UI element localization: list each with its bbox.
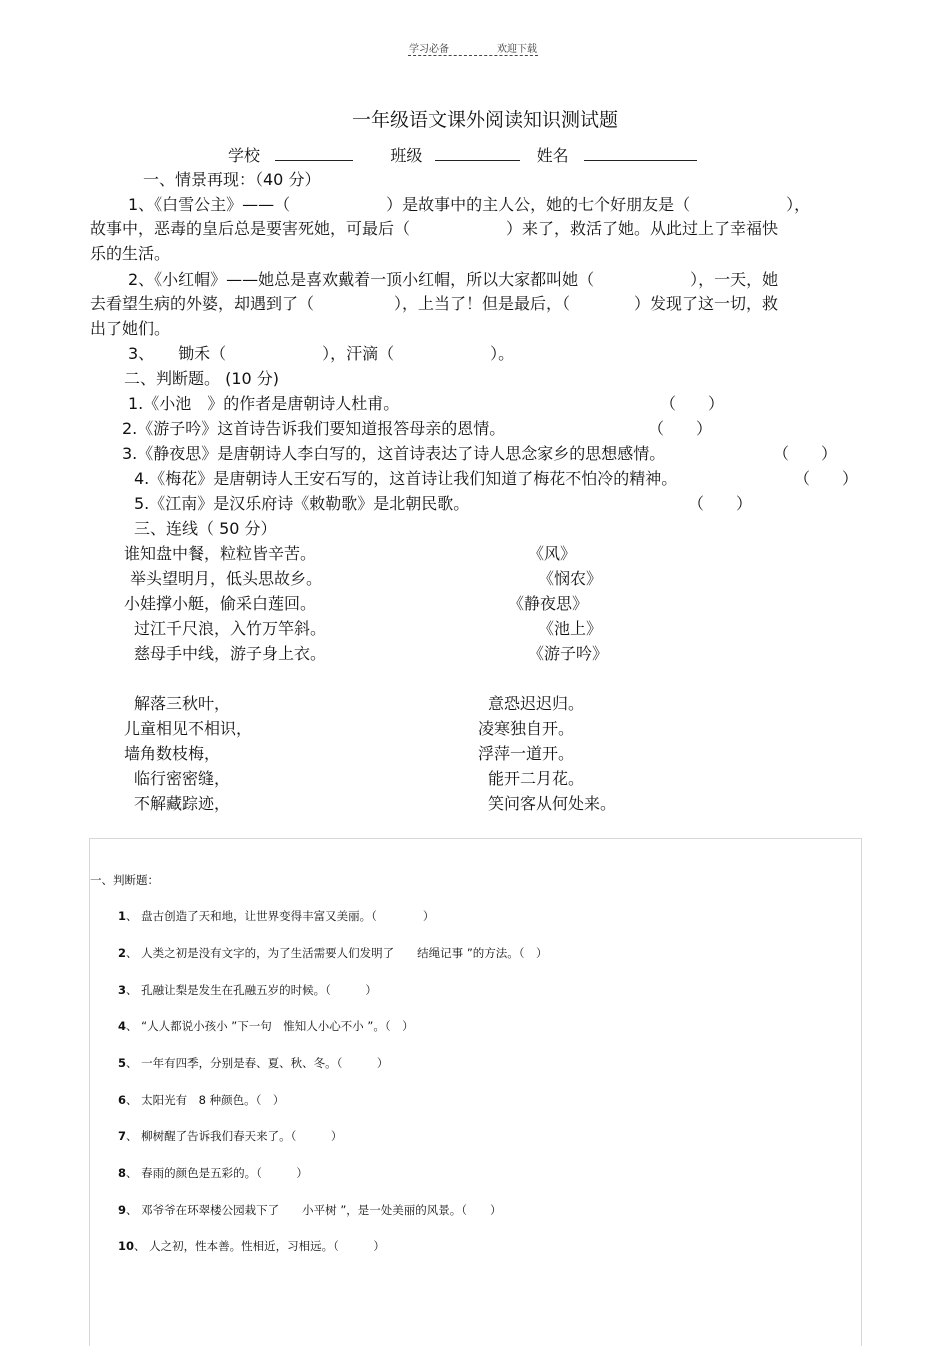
- match-right-5[interactable]: 《游子吟》: [528, 644, 609, 663]
- item-number: 3: [118, 983, 127, 997]
- item-text: “人人都说小孩小 ”下一句 惟知人小心不小 ”。（ ）: [141, 1019, 414, 1033]
- match2-left-4[interactable]: 临行密密缝，: [134, 769, 231, 788]
- name-field[interactable]: [584, 144, 697, 161]
- sec2-item-3: 3.《静夜思》是唐朝诗人李白写的，这首诗表达了诗人思念家乡的思想感情。: [122, 444, 666, 463]
- name-label: 姓名: [536, 146, 569, 165]
- match-left-4[interactable]: 过江千尺浪，入竹万竿斜。: [134, 619, 327, 638]
- sec1-heading: 一、情景再现：（40 分）: [143, 170, 321, 189]
- part2-item: 2、 人类之初是没有文字的，为了生活需要人们发明了 结绳记事 ”的方法。（ ）: [118, 946, 548, 960]
- sec2-item-2: 2.《游子吟》这首诗告诉我们要知道报答母亲的恩情。: [122, 419, 506, 438]
- sec3-heading: 三、连线（ 50 分）: [134, 519, 277, 538]
- match-left-1[interactable]: 谁知盘中餐，粒粒皆辛苦。: [124, 544, 317, 563]
- header-left-text: 学习必备: [409, 44, 449, 55]
- sec1-q2-line3: 出了她们。: [90, 319, 171, 338]
- item-number: 8: [118, 1166, 127, 1180]
- match2-left-5[interactable]: 不解藏踪迹，: [134, 794, 231, 813]
- sec2-item-3-answer[interactable]: （ ）: [773, 444, 838, 463]
- item-text: 盘古创造了天和地，让世界变得丰富又美丽。（ ）: [141, 909, 435, 923]
- header-right-text: 欢迎下载: [497, 44, 537, 55]
- match-left-5[interactable]: 慈母手中线，游子身上衣。: [134, 644, 327, 663]
- info-line: [228, 144, 697, 167]
- item-text: 孔融让梨是发生在孔融五岁的时候。（ ）: [141, 983, 377, 997]
- item-text: 一年有四季，分别是春、夏、秋、冬。（ ）: [141, 1056, 389, 1070]
- part2-item: 9、 邓爷爷在环翠楼公园栽下了 小平树 ”，是一处美丽的风景。（ ）: [118, 1203, 502, 1217]
- sec1-q2-line2: 去看望生病的外婆，却遇到了（ ），上当了！但是最后，（ ）发现了这一切，救: [90, 294, 779, 313]
- item-text: 柳树醒了告诉我们春天来了。（ ）: [141, 1129, 343, 1143]
- part2-item: 4、 “人人都说小孩小 ”下一句 惟知人小心不小 ”。（ ）: [118, 1019, 414, 1033]
- sec2-heading: 二、判断题。 (10 分): [124, 369, 280, 388]
- part2-item: 1、 盘古创造了天和地，让世界变得丰富又美丽。（ ）: [118, 909, 435, 923]
- match-left-2[interactable]: 举头望明月，低头思故乡。: [130, 569, 323, 588]
- match2-right-1[interactable]: 意恐迟迟归。: [488, 694, 585, 713]
- match2-left-2[interactable]: 儿童相见不相识，: [124, 719, 253, 738]
- class-label: 班级: [390, 146, 423, 165]
- item-text: 人类之初是没有文字的，为了生活需要人们发明了 结绳记事 ”的方法。（ ）: [141, 946, 548, 960]
- sec2-item-5: 5.《江南》是汉乐府诗《敕勒歌》是北朝民歌。: [134, 494, 470, 513]
- match2-left-3[interactable]: 墙角数枝梅，: [124, 744, 221, 763]
- match-right-2[interactable]: 《悯农》: [538, 569, 603, 588]
- header-divider: [408, 55, 538, 56]
- sec2-item-4-answer[interactable]: （ ）: [794, 469, 859, 488]
- item-number: 5: [118, 1056, 127, 1070]
- sec2-item-5-answer[interactable]: （ ）: [688, 494, 753, 513]
- sec1-q2-line1: 2、《小红帽》——她总是喜欢戴着一顶小红帽，所以大家都叫她（ ），一天，她: [128, 270, 779, 289]
- sec2-item-2-answer[interactable]: （ ）: [648, 419, 713, 438]
- item-number: 4: [118, 1019, 127, 1033]
- school-label: 学校: [228, 146, 261, 165]
- part2-heading: 一、判断题：: [90, 873, 159, 887]
- item-number: 1: [118, 909, 127, 923]
- part2-item: 8、 春雨的颜色是五彩的。（ ）: [118, 1166, 308, 1180]
- item-text: 邓爷爷在环翠楼公园栽下了 小平树 ”，是一处美丽的风景。（ ）: [141, 1203, 502, 1217]
- sec1-q1-line1: 1、《白雪公主》——（ ）是故事中的主人公，她的七个好朋友是（ ），: [128, 195, 811, 214]
- school-field[interactable]: [275, 144, 353, 161]
- part2-item: 7、 柳树醒了告诉我们春天来了。（ ）: [118, 1129, 343, 1143]
- match-right-4[interactable]: 《池上》: [538, 619, 603, 638]
- match2-right-4[interactable]: 能开二月花。: [488, 769, 585, 788]
- part2-item: 6、 太阳光有 8 种颜色。（ ）: [118, 1093, 285, 1107]
- match-right-3[interactable]: 《静夜思》: [508, 594, 589, 613]
- match-left-3[interactable]: 小娃撑小艇，偷采白莲回。: [124, 594, 317, 613]
- match2-left-1[interactable]: 解落三秋叶，: [134, 694, 231, 713]
- match-right-1[interactable]: 《风》: [528, 544, 577, 563]
- sec2-item-1-answer[interactable]: （ ）: [660, 394, 725, 413]
- sec1-q3: 3、 锄禾（ ），汗滴（ ）。: [128, 344, 515, 363]
- sec2-item-1: 1.《小池 》的作者是唐朝诗人杜甫。: [128, 394, 400, 413]
- match2-right-5[interactable]: 笑问客从何处来。: [488, 794, 617, 813]
- item-text: 人之初，性本善。性相近，习相远。（ ）: [149, 1239, 385, 1253]
- sec1-q1-line3: 乐的生活。: [90, 244, 171, 263]
- item-number: 9: [118, 1203, 127, 1217]
- item-text: 春雨的颜色是五彩的。（ ）: [141, 1166, 308, 1180]
- match2-right-2[interactable]: 凌寒独自开。: [478, 719, 575, 738]
- match2-right-3[interactable]: 浮萍一道开。: [478, 744, 575, 763]
- class-field[interactable]: [435, 144, 520, 161]
- item-number: 10: [118, 1239, 135, 1253]
- sec1-q1-line2: 故事中，恶毒的皇后总是要害死她，可最后（ ）来了，救活了她。从此过上了幸福快: [90, 219, 779, 238]
- item-number: 7: [118, 1129, 127, 1143]
- page-title: 一年级语文课外阅读知识测试题: [352, 109, 619, 131]
- part2-item: 3、 孔融让梨是发生在孔融五岁的时候。（ ）: [118, 983, 377, 997]
- item-number: 6: [118, 1093, 127, 1107]
- part2-item: 5、 一年有四季，分别是春、夏、秋、冬。（ ）: [118, 1056, 389, 1070]
- part2-item: 10、 人之初，性本善。性相近，习相远。（ ）: [118, 1239, 385, 1253]
- item-number: 2: [118, 946, 127, 960]
- item-text: 太阳光有 8 种颜色。（ ）: [141, 1093, 285, 1107]
- sec2-item-4: 4.《梅花》是唐朝诗人王安石写的，这首诗让我们知道了梅花不怕冷的精神。: [134, 469, 678, 488]
